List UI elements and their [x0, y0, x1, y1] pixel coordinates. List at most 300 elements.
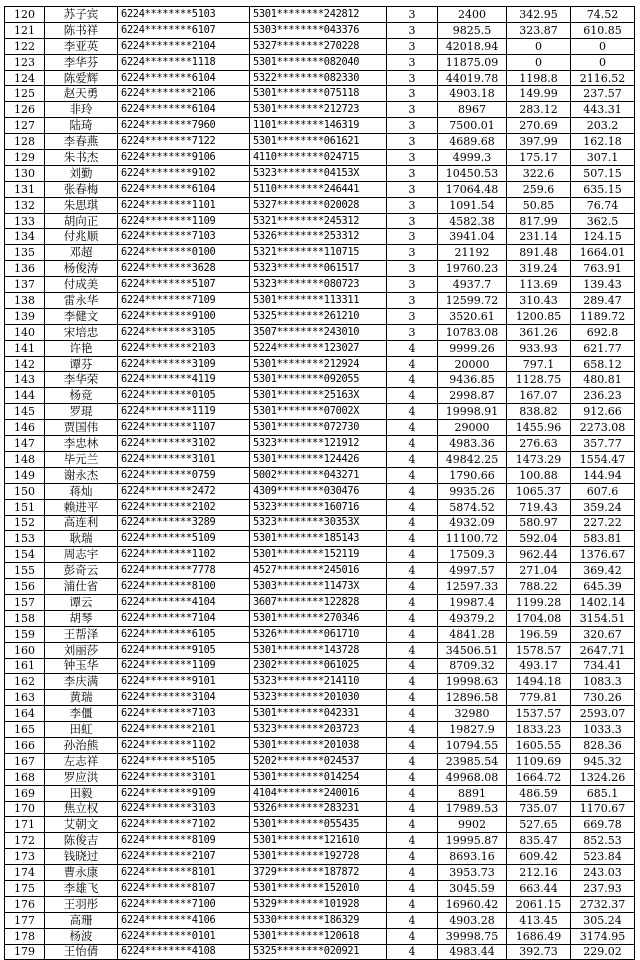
grade-cell: 4 — [387, 769, 438, 785]
card-number-cell: 6224********2107 — [118, 849, 250, 865]
value-a-cell: 1200.85 — [507, 308, 571, 324]
amount-cell: 19987.4 — [438, 594, 507, 610]
amount-cell: 16960.42 — [438, 896, 507, 912]
card-number-cell: 6224********1102 — [118, 547, 250, 563]
value-b-cell: 307.1 — [571, 150, 635, 166]
card-number-cell: 6224********2106 — [118, 86, 250, 102]
grade-cell: 3 — [387, 134, 438, 150]
row-number: 154 — [5, 547, 45, 563]
value-b-cell: 144.94 — [571, 467, 635, 483]
table-row — [5, 737, 635, 753]
amount-cell: 49968.08 — [438, 769, 507, 785]
id-number-cell: 5301********092055 — [250, 372, 387, 388]
id-number-cell: 5329********101928 — [250, 896, 387, 912]
table-row — [5, 388, 635, 404]
row-number: 126 — [5, 102, 45, 118]
amount-cell: 44019.78 — [438, 70, 507, 86]
value-a-cell: 493.17 — [507, 658, 571, 674]
name-cell: 张春梅 — [45, 181, 118, 197]
value-a-cell: 0 — [507, 38, 571, 54]
value-a-cell: 413.45 — [507, 912, 571, 928]
row-number: 166 — [5, 737, 45, 753]
name-cell: 王帮泽 — [45, 626, 118, 642]
table-row — [5, 213, 635, 229]
name-cell: 许艳 — [45, 340, 118, 356]
table-row — [5, 324, 635, 340]
table-row — [5, 722, 635, 738]
table-row — [5, 293, 635, 309]
name-cell: 刘丽莎 — [45, 642, 118, 658]
name-cell: 谢永杰 — [45, 467, 118, 483]
name-cell: 贾国伟 — [45, 420, 118, 436]
amount-cell: 4689.68 — [438, 134, 507, 150]
value-a-cell: 1686.49 — [507, 928, 571, 944]
name-cell: 曹永康 — [45, 865, 118, 881]
card-number-cell: 6224********7960 — [118, 118, 250, 134]
table-row — [5, 420, 635, 436]
row-number: 165 — [5, 722, 45, 738]
amount-cell: 4999.3 — [438, 150, 507, 166]
card-number-cell: 6224********3628 — [118, 261, 250, 277]
id-number-cell: 4104********240016 — [250, 785, 387, 801]
id-number-cell: 5002********043271 — [250, 467, 387, 483]
table-row — [5, 70, 635, 86]
name-cell: 李庆满 — [45, 674, 118, 690]
name-cell: 朱书杰 — [45, 150, 118, 166]
amount-cell: 34506.51 — [438, 642, 507, 658]
row-number: 148 — [5, 451, 45, 467]
row-number: 171 — [5, 817, 45, 833]
name-cell: 陈俊吉 — [45, 833, 118, 849]
grade-cell: 4 — [387, 547, 438, 563]
grade-cell: 4 — [387, 499, 438, 515]
name-cell: 胡向正 — [45, 213, 118, 229]
value-b-cell: 658.12 — [571, 356, 635, 372]
row-number: 144 — [5, 388, 45, 404]
grade-cell: 4 — [387, 865, 438, 881]
value-b-cell: 162.18 — [571, 134, 635, 150]
row-number: 124 — [5, 70, 45, 86]
value-b-cell: 734.41 — [571, 658, 635, 674]
value-a-cell: 838.82 — [507, 404, 571, 420]
grade-cell: 4 — [387, 420, 438, 436]
card-number-cell: 6224********3105 — [118, 324, 250, 340]
value-b-cell: 227.22 — [571, 515, 635, 531]
name-cell: 陈书祥 — [45, 22, 118, 38]
card-number-cell: 6224********2103 — [118, 340, 250, 356]
card-number-cell: 6224********9109 — [118, 785, 250, 801]
grade-cell: 3 — [387, 150, 438, 166]
amount-cell: 5874.52 — [438, 499, 507, 515]
value-b-cell: 610.85 — [571, 22, 635, 38]
id-number-cell: 5303********043376 — [250, 22, 387, 38]
grade-cell: 3 — [387, 308, 438, 324]
table-row — [5, 277, 635, 293]
value-b-cell: 369.42 — [571, 563, 635, 579]
row-number: 140 — [5, 324, 45, 340]
card-number-cell: 6224********3101 — [118, 769, 250, 785]
grade-cell: 4 — [387, 356, 438, 372]
card-number-cell: 6224********7104 — [118, 610, 250, 626]
id-number-cell: 5301********143728 — [250, 642, 387, 658]
table-row — [5, 579, 635, 595]
row-number: 131 — [5, 181, 45, 197]
value-b-cell: 2593.07 — [571, 706, 635, 722]
value-b-cell: 229.02 — [571, 944, 635, 960]
value-a-cell: 663.44 — [507, 880, 571, 896]
row-number: 170 — [5, 801, 45, 817]
id-number-cell: 5322********082330 — [250, 70, 387, 86]
id-number-cell: 4527********245016 — [250, 563, 387, 579]
grade-cell: 4 — [387, 722, 438, 738]
value-a-cell: 1473.29 — [507, 451, 571, 467]
name-cell: 李健文 — [45, 308, 118, 324]
card-number-cell: 6224********6107 — [118, 22, 250, 38]
name-cell: 谭云 — [45, 594, 118, 610]
card-number-cell: 6224********7102 — [118, 817, 250, 833]
card-number-cell: 6224********9102 — [118, 165, 250, 181]
id-number-cell: 5326********061710 — [250, 626, 387, 642]
row-number: 128 — [5, 134, 45, 150]
value-b-cell: 607.6 — [571, 483, 635, 499]
value-b-cell: 645.39 — [571, 579, 635, 595]
value-b-cell: 480.81 — [571, 372, 635, 388]
grade-cell: 4 — [387, 515, 438, 531]
amount-cell: 12896.58 — [438, 690, 507, 706]
table-row — [5, 912, 635, 928]
table-row — [5, 706, 635, 722]
row-number: 134 — [5, 229, 45, 245]
id-number-cell: 5301********212924 — [250, 356, 387, 372]
value-a-cell: 788.22 — [507, 579, 571, 595]
value-a-cell: 322.6 — [507, 165, 571, 181]
id-number-cell: 5323********121912 — [250, 436, 387, 452]
name-cell: 高连利 — [45, 515, 118, 531]
amount-cell: 20000 — [438, 356, 507, 372]
value-b-cell: 1170.67 — [571, 801, 635, 817]
name-cell: 彭奇云 — [45, 563, 118, 579]
grade-cell: 4 — [387, 928, 438, 944]
id-number-cell: 5327********020028 — [250, 197, 387, 213]
row-number: 145 — [5, 404, 45, 420]
id-number-cell: 5301********124426 — [250, 451, 387, 467]
grade-cell: 3 — [387, 165, 438, 181]
card-number-cell: 6224********8107 — [118, 880, 250, 896]
table-row — [5, 7, 635, 23]
card-number-cell: 6224********4106 — [118, 912, 250, 928]
value-b-cell: 74.52 — [571, 7, 635, 23]
amount-cell: 3045.59 — [438, 880, 507, 896]
table-row — [5, 356, 635, 372]
grade-cell: 4 — [387, 785, 438, 801]
card-number-cell: 6224********9105 — [118, 642, 250, 658]
amount-cell: 49842.25 — [438, 451, 507, 467]
grade-cell: 4 — [387, 531, 438, 547]
grade-cell: 3 — [387, 293, 438, 309]
card-number-cell: 6224********5109 — [118, 531, 250, 547]
value-b-cell: 443.31 — [571, 102, 635, 118]
value-a-cell: 1605.55 — [507, 737, 571, 753]
grade-cell: 4 — [387, 610, 438, 626]
amount-cell: 11875.09 — [438, 54, 507, 70]
value-a-cell: 175.17 — [507, 150, 571, 166]
name-cell: 黄瑞 — [45, 690, 118, 706]
table-row — [5, 690, 635, 706]
amount-cell: 9935.26 — [438, 483, 507, 499]
amount-cell: 17509.3 — [438, 547, 507, 563]
value-a-cell: 270.69 — [507, 118, 571, 134]
id-number-cell: 5301********014254 — [250, 769, 387, 785]
row-number: 167 — [5, 753, 45, 769]
value-b-cell: 3174.95 — [571, 928, 635, 944]
row-number: 160 — [5, 642, 45, 658]
card-number-cell: 6224********9101 — [118, 674, 250, 690]
id-number-cell: 5301********120618 — [250, 928, 387, 944]
value-b-cell: 852.53 — [571, 833, 635, 849]
name-cell: 杨俊涛 — [45, 261, 118, 277]
card-number-cell: 6224********3101 — [118, 451, 250, 467]
value-b-cell: 289.47 — [571, 293, 635, 309]
card-number-cell: 6224********7109 — [118, 293, 250, 309]
card-number-cell: 6224********9106 — [118, 150, 250, 166]
amount-cell: 4903.28 — [438, 912, 507, 928]
card-number-cell: 6224********6104 — [118, 102, 250, 118]
amount-cell: 1091.54 — [438, 197, 507, 213]
id-number-cell: 5301********192728 — [250, 849, 387, 865]
amount-cell: 8891 — [438, 785, 507, 801]
grade-cell: 4 — [387, 579, 438, 595]
grade-cell: 4 — [387, 404, 438, 420]
amount-cell: 17989.53 — [438, 801, 507, 817]
id-number-cell: 5110********246441 — [250, 181, 387, 197]
grade-cell: 4 — [387, 467, 438, 483]
name-cell: 左志祥 — [45, 753, 118, 769]
grade-cell: 4 — [387, 801, 438, 817]
id-number-cell: 5330********186329 — [250, 912, 387, 928]
id-number-cell: 5323********214110 — [250, 674, 387, 690]
grade-cell: 4 — [387, 817, 438, 833]
row-number: 169 — [5, 785, 45, 801]
amount-cell: 2400 — [438, 7, 507, 23]
name-cell: 杨竞 — [45, 388, 118, 404]
row-number: 125 — [5, 86, 45, 102]
row-number: 178 — [5, 928, 45, 944]
name-cell: 罗应洪 — [45, 769, 118, 785]
table-row — [5, 340, 635, 356]
amount-cell: 2998.87 — [438, 388, 507, 404]
id-number-cell: 5301********185143 — [250, 531, 387, 547]
name-cell: 陈爱辉 — [45, 70, 118, 86]
row-number: 156 — [5, 579, 45, 595]
value-b-cell: 507.15 — [571, 165, 635, 181]
table-row — [5, 610, 635, 626]
amount-cell: 19998.91 — [438, 404, 507, 420]
id-number-cell: 5224********123027 — [250, 340, 387, 356]
row-number: 174 — [5, 865, 45, 881]
card-number-cell: 6224********3103 — [118, 801, 250, 817]
amount-cell: 19995.87 — [438, 833, 507, 849]
amount-cell: 17064.48 — [438, 181, 507, 197]
card-number-cell: 6224********5105 — [118, 753, 250, 769]
table-row — [5, 245, 635, 261]
id-number-cell: 5326********283231 — [250, 801, 387, 817]
name-cell: 谭芬 — [45, 356, 118, 372]
row-number: 149 — [5, 467, 45, 483]
value-a-cell: 1109.69 — [507, 753, 571, 769]
table-row — [5, 896, 635, 912]
table-row — [5, 483, 635, 499]
card-number-cell: 6224********0759 — [118, 467, 250, 483]
row-number: 159 — [5, 626, 45, 642]
name-cell: 苏子宾 — [45, 7, 118, 23]
name-cell: 李华荣 — [45, 372, 118, 388]
table-row — [5, 801, 635, 817]
amount-cell: 19827.9 — [438, 722, 507, 738]
value-a-cell: 592.04 — [507, 531, 571, 547]
card-number-cell: 6224********5103 — [118, 7, 250, 23]
grade-cell: 3 — [387, 102, 438, 118]
amount-cell: 9902 — [438, 817, 507, 833]
value-a-cell: 1664.72 — [507, 769, 571, 785]
grade-cell: 4 — [387, 483, 438, 499]
value-a-cell: 891.48 — [507, 245, 571, 261]
id-number-cell: 5301********201038 — [250, 737, 387, 753]
name-cell: 李忠林 — [45, 436, 118, 452]
row-number: 136 — [5, 261, 45, 277]
id-number-cell: 5301********075118 — [250, 86, 387, 102]
grade-cell: 4 — [387, 626, 438, 642]
amount-cell: 4997.57 — [438, 563, 507, 579]
value-b-cell: 730.26 — [571, 690, 635, 706]
row-number: 143 — [5, 372, 45, 388]
grade-cell: 4 — [387, 594, 438, 610]
name-cell: 钟玉华 — [45, 658, 118, 674]
value-b-cell: 2116.52 — [571, 70, 635, 86]
amount-cell: 10794.55 — [438, 737, 507, 753]
name-cell: 赖进平 — [45, 499, 118, 515]
row-number: 130 — [5, 165, 45, 181]
card-number-cell: 6224********1107 — [118, 420, 250, 436]
name-cell: 刘勤 — [45, 165, 118, 181]
name-cell: 宋培忠 — [45, 324, 118, 340]
amount-cell: 9999.26 — [438, 340, 507, 356]
id-number-cell: 3507********243010 — [250, 324, 387, 340]
table-row — [5, 134, 635, 150]
grade-cell: 4 — [387, 737, 438, 753]
amount-cell: 4841.28 — [438, 626, 507, 642]
table-row — [5, 499, 635, 515]
grade-cell: 4 — [387, 388, 438, 404]
name-cell: 邓超 — [45, 245, 118, 261]
name-cell: 浦仕省 — [45, 579, 118, 595]
grade-cell: 3 — [387, 277, 438, 293]
name-cell: 艾朝文 — [45, 817, 118, 833]
value-a-cell: 797.1 — [507, 356, 571, 372]
value-a-cell: 1065.37 — [507, 483, 571, 499]
table-row — [5, 38, 635, 54]
value-a-cell: 1537.57 — [507, 706, 571, 722]
row-number: 172 — [5, 833, 45, 849]
card-number-cell: 6224********2101 — [118, 722, 250, 738]
value-a-cell: 1199.28 — [507, 594, 571, 610]
value-a-cell: 779.81 — [507, 690, 571, 706]
value-a-cell: 962.44 — [507, 547, 571, 563]
amount-cell: 3941.04 — [438, 229, 507, 245]
name-cell: 赵天勇 — [45, 86, 118, 102]
table-row — [5, 308, 635, 324]
table-row — [5, 261, 635, 277]
table-row — [5, 547, 635, 563]
value-b-cell: 236.23 — [571, 388, 635, 404]
card-number-cell: 6224********1109 — [118, 658, 250, 674]
card-number-cell: 6224********8109 — [118, 833, 250, 849]
grade-cell: 3 — [387, 22, 438, 38]
name-cell: 孙治熊 — [45, 737, 118, 753]
amount-cell: 32980 — [438, 706, 507, 722]
row-number: 147 — [5, 436, 45, 452]
grade-cell: 4 — [387, 944, 438, 960]
name-cell: 钱晓过 — [45, 849, 118, 865]
amount-cell: 4903.18 — [438, 86, 507, 102]
id-number-cell: 5301********25163X — [250, 388, 387, 404]
grade-cell: 4 — [387, 896, 438, 912]
amount-cell: 1790.66 — [438, 467, 507, 483]
grade-cell: 3 — [387, 38, 438, 54]
name-cell: 高珊 — [45, 912, 118, 928]
card-number-cell: 6224********2472 — [118, 483, 250, 499]
card-number-cell: 6224********7103 — [118, 229, 250, 245]
value-b-cell: 1664.01 — [571, 245, 635, 261]
id-number-cell: 5301********212723 — [250, 102, 387, 118]
value-a-cell: 835.47 — [507, 833, 571, 849]
amount-cell: 10783.08 — [438, 324, 507, 340]
grade-cell: 3 — [387, 86, 438, 102]
name-cell: 杨波 — [45, 928, 118, 944]
card-number-cell: 6224********8101 — [118, 865, 250, 881]
row-number: 163 — [5, 690, 45, 706]
grade-cell: 3 — [387, 54, 438, 70]
grade-cell: 4 — [387, 880, 438, 896]
value-b-cell: 1554.47 — [571, 451, 635, 467]
value-b-cell: 203.2 — [571, 118, 635, 134]
name-cell: 王羽彤 — [45, 896, 118, 912]
amount-cell: 8693.16 — [438, 849, 507, 865]
id-number-cell: 5303********11473X — [250, 579, 387, 595]
table-row — [5, 86, 635, 102]
card-number-cell: 6224********1109 — [118, 213, 250, 229]
name-cell: 李春燕 — [45, 134, 118, 150]
table-row — [5, 181, 635, 197]
grade-cell: 3 — [387, 261, 438, 277]
card-number-cell: 6224********5107 — [118, 277, 250, 293]
value-b-cell: 669.78 — [571, 817, 635, 833]
value-a-cell: 323.87 — [507, 22, 571, 38]
grade-cell: 3 — [387, 245, 438, 261]
amount-cell: 10450.53 — [438, 165, 507, 181]
card-number-cell: 6224********7100 — [118, 896, 250, 912]
table-row — [5, 769, 635, 785]
value-b-cell: 243.03 — [571, 865, 635, 881]
id-number-cell: 5301********121610 — [250, 833, 387, 849]
table-row — [5, 404, 635, 420]
name-cell: 焦立权 — [45, 801, 118, 817]
row-number: 135 — [5, 245, 45, 261]
grade-cell: 4 — [387, 563, 438, 579]
id-number-cell: 5323********30353X — [250, 515, 387, 531]
name-cell: 周志宇 — [45, 547, 118, 563]
id-number-cell: 5321********245312 — [250, 213, 387, 229]
row-number: 177 — [5, 912, 45, 928]
